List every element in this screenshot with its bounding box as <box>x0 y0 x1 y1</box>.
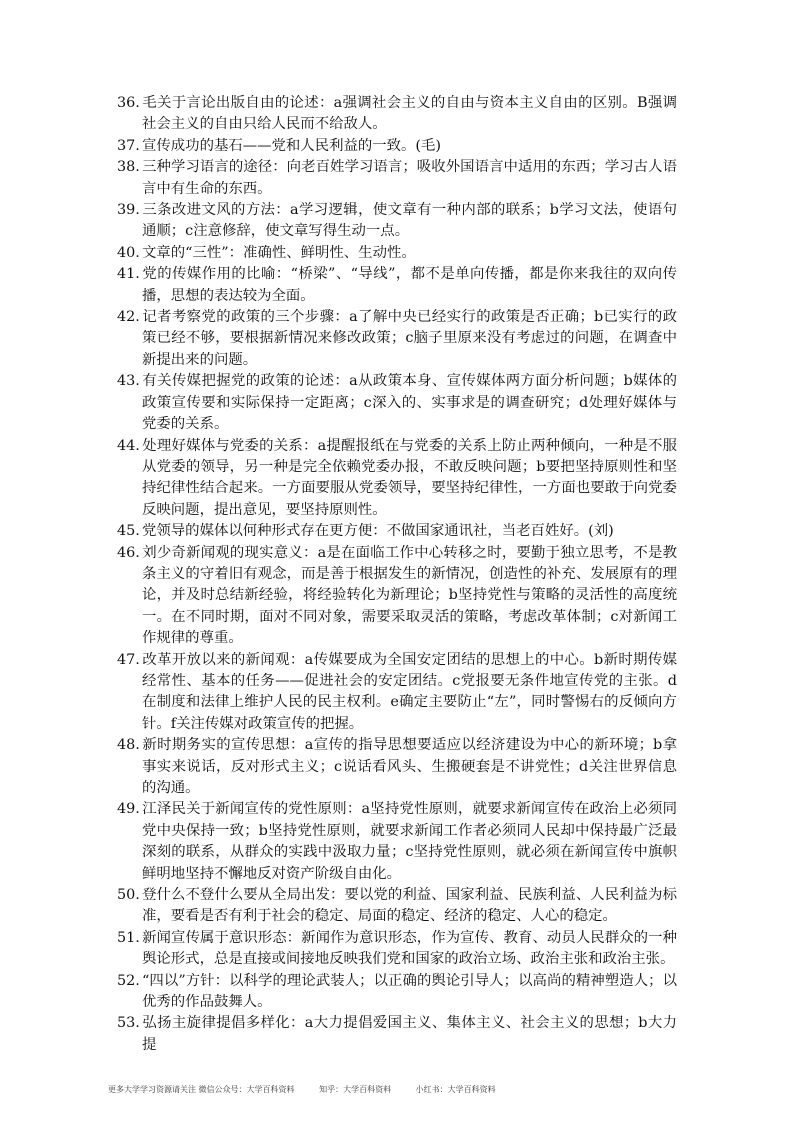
footer-xiaohongshu: 小红书：大学百科资料 <box>415 1085 496 1095</box>
item-number: 45. <box>117 523 140 540</box>
item-number: 47. <box>117 651 140 668</box>
item-text: 党领导的媒体以何种形式存在更方便：不做国家通讯社，当老百姓好。(刘) <box>142 523 614 540</box>
item-text: 三种学习语言的途径：向老百姓学习语言；吸收外国语言中适用的东西；学习古人语言中有生命的东西。 <box>142 159 677 197</box>
item-number: 37. <box>117 137 140 154</box>
item-number: 38. <box>117 159 140 176</box>
item-number: 50. <box>117 887 140 904</box>
item-text: 记者考察党的政策的三个步骤：a了解中央已经实行的政策是否正确；b已实行的政策已经不够，要根据新情况来修改政策；c脑子里原来没有考虑过的问题，在调查中新提出来的问题。 <box>142 309 677 368</box>
list-item <box>117 735 677 799</box>
footer-zhihu: 知乎：大学百科资料 <box>319 1085 392 1095</box>
item-text: 刘少奇新闻观的现实意义：a是在面临工作中心转移之时，要勤于独立思考，不是教条主义的守着旧有观念，而是善于根据发生的新情况，创造性的补充、发展原有的理论，并及时总结新经验，将经验转化为新理论；b坚持党性与策略的灵活性的高度统一。在不同时期，面对不同对象，需要采取灵活的策略，考虑改革体制；c对新闻工作规律的尊重。 <box>142 544 677 647</box>
list-item <box>117 264 677 307</box>
list-item <box>117 436 677 522</box>
list-item <box>117 93 677 136</box>
item-number: 52. <box>117 972 140 989</box>
footer-wechat: 更多大学学习资源请关注 微信公众号：大学百科资料 <box>108 1085 295 1095</box>
list-item <box>117 928 677 971</box>
item-text: “四以”方针：以科学的理论武装人；以正确的舆论引导人；以高尚的精神塑造人；以优秀的作品鼓舞人。 <box>142 972 677 1011</box>
list-item <box>117 307 677 371</box>
list-item <box>117 971 677 1014</box>
item-text: 毛关于言论出版自由的论述：a强调社会主义的自由与资本主义自由的区别。B强调社会主义的自由只给人民而不给敌人。 <box>142 95 677 133</box>
item-number: 41. <box>117 266 140 283</box>
item-number: 44. <box>117 437 140 454</box>
item-text: 宣传成功的基石——党和人民利益的一致。(毛) <box>142 137 442 154</box>
list-item <box>117 885 677 928</box>
item-number: 36. <box>117 95 140 111</box>
item-text: 党的传媒作用的比喻：“桥梁”、“导线”，都不是单向传播，都是你来我往的双向传播，思想的表达较为全面。 <box>142 266 677 304</box>
page-footer <box>108 1084 677 1096</box>
list-item <box>117 650 677 736</box>
list-item <box>117 543 677 650</box>
list-item <box>117 521 677 542</box>
list-item <box>117 1013 677 1056</box>
item-number: 48. <box>117 737 140 754</box>
list-item <box>117 200 677 243</box>
item-text: 江泽民关于新闻宣传的党性原则：a坚持党性原则，就要求新闻宣传在政治上必须同党中央保持一致；b坚持党性原则，就要求新闻工作者必须同人民却中保持最广泛最深刻的联系，从群众的实践中汲取力量；c坚持党性原则，就必须在新闻宣传中旗帜鲜明地坚持不懈地反对资产阶级自由化。 <box>142 801 677 882</box>
item-text: 新闻宣传属于意识形态：新闻作为意识形态，作为宣传、教育、动员人民群众的一种舆论形式，总是直接或间接地反映我们党和国家的政治立场、政治主张和政治主张。 <box>142 929 677 968</box>
list-item <box>117 799 677 885</box>
item-text: 新时期务实的宣传思想：a宣传的指导思想要适应以经济建设为中心的新环境；b拿事实来说话，反对形式主义；c说话看风头、生搬硬套是不讲党性；d关注世界信息的沟通。 <box>142 737 677 796</box>
item-text: 三条改进文风的方法：a学习逻辑，使文章有一种内部的联系；b学习文法，使语句通顺；c注意修辞，使文章写得生动一点。 <box>142 202 677 240</box>
document-body <box>117 93 677 1056</box>
item-text: 登什么不登什么要从全局出发：要以党的利益、国家利益、民族利益、人民利益为标准，要看是否有利于社会的稳定、局面的稳定、经济的稳定、人心的稳定。 <box>142 887 677 925</box>
item-number: 43. <box>117 373 140 390</box>
list-item <box>117 157 677 200</box>
item-number: 51. <box>117 929 140 946</box>
item-text: 有关传媒把握党的政策的论述：a从政策本身、宣传媒体两方面分析问题；b媒体的政策宣传要和实际保持一定距离；c深入的、实事求是的调查研究；d处理好媒体与党委的关系。 <box>142 373 677 433</box>
item-number: 49. <box>117 801 140 818</box>
item-text: 改革开放以来的新闻观：a传媒要成为全国安定团结的思想上的中心。b新时期传媒经常性、基本的任务——促进社会的安定团结。c党报要无条件地宣传党的主张。d在制度和法律上维护人民的民主权利。e确定主要防止“左”，同时警惕右的反倾向方针。f关注传媒对政策宣传的把握。 <box>142 651 677 732</box>
list-item <box>117 371 677 435</box>
item-number: 42. <box>117 309 140 326</box>
item-text: 处理好媒体与党委的关系：a提醒报纸在与党委的关系上防止两种倾向，一种是不服从党委的领导，另一种是完全依赖党委办报，不敢反映问题；b要把坚持原则性和坚持纪律性结合起来。一方面要服从党委领导，要坚持纪律性，一方面也要敢于向党委反映问题，提出意见，要坚持原则性。 <box>142 437 677 518</box>
list-item <box>117 136 677 157</box>
item-number: 46. <box>117 544 140 561</box>
item-number: 53. <box>117 1015 140 1032</box>
item-number: 39. <box>117 202 140 219</box>
item-number: 40. <box>117 244 140 261</box>
list-item <box>117 243 677 264</box>
item-text: 文章的“三性”：准确性、鲜明性、生动性。 <box>142 244 416 261</box>
item-text: 弘扬主旋律提倡多样化：a大力提倡爱国主义、集体主义、社会主义的思想；b大力提 <box>142 1015 677 1053</box>
